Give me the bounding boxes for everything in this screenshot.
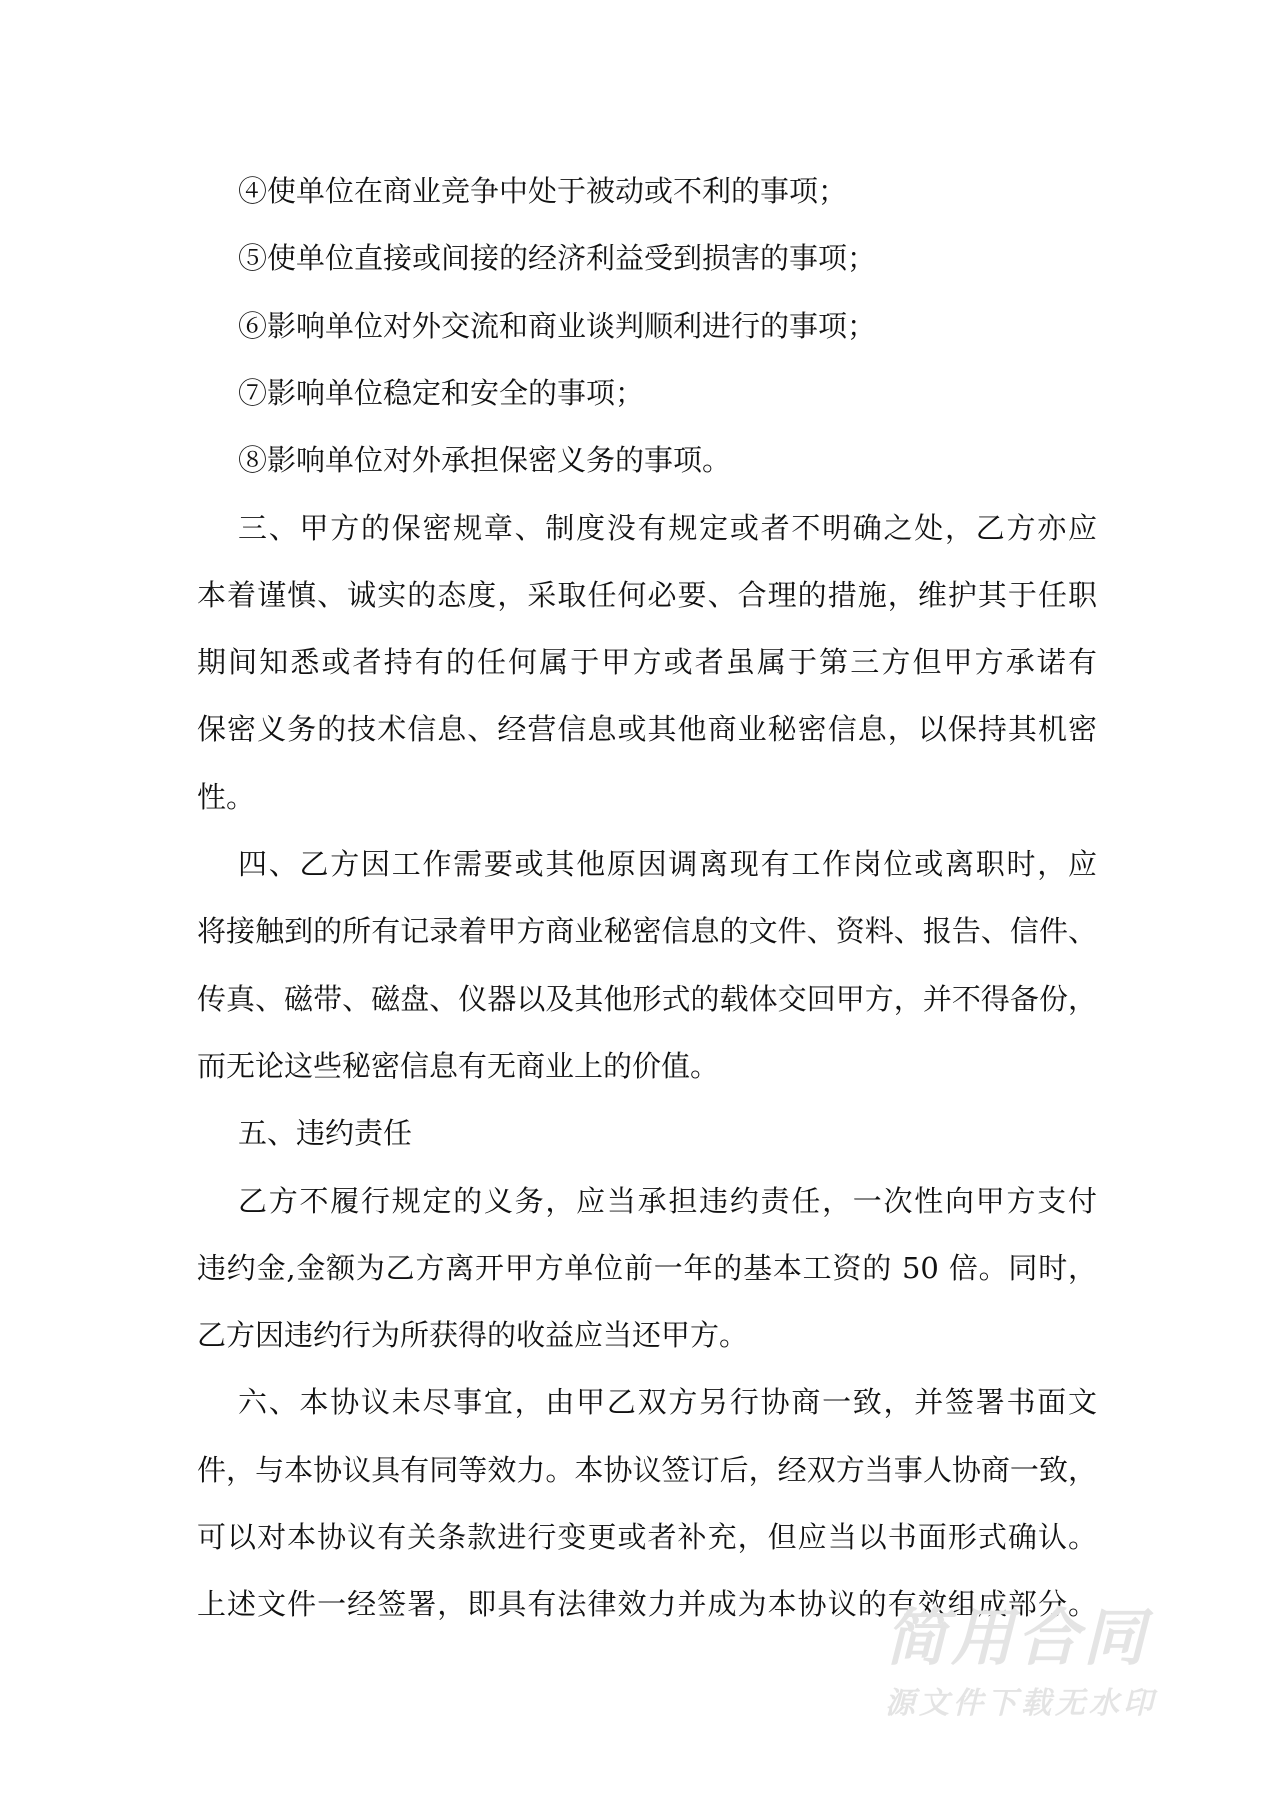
- text-line: 违约金,金额为乙方离开甲方单位前一年的基本工资的 50 倍。同时，: [197, 1250, 1097, 1285]
- text-line: 可以对本协议有关条款进行变更或者补充，但应当以书面形式确认。: [197, 1520, 1097, 1554]
- text-line: 而无论这些秘密信息有无商业上的价值。: [197, 1048, 720, 1083]
- text-line: 本着谨慎、诚实的态度，采取任何必要、合理的措施，维护其于任职: [197, 577, 1097, 612]
- text-line: ④使单位在商业竞争中处于被动或不利的事项；: [238, 174, 848, 208]
- text-line: 六、本协议未尽事宜，由甲乙双方另行协商一致，并签署书面文: [238, 1385, 1097, 1420]
- text-line: 性。: [197, 779, 256, 814]
- text-line: 四、乙方因工作需要或其他原因调离现有工作岗位或离职时，应: [238, 847, 1097, 881]
- text-line: ⑥影响单位对外交流和商业谈判顺利进行的事项；: [238, 308, 877, 343]
- text-line: 传真、磁带、磁盘、仪器以及其他形式的载体交回甲方，并不得备份，: [197, 981, 1097, 1016]
- text-line: 乙方因违约行为所获得的收益应当还甲方。: [197, 1318, 749, 1353]
- text-line: ⑦影响单位稳定和安全的事项；: [238, 375, 645, 410]
- watermark-subtitle: 源文件下载无水印: [885, 1686, 1157, 1721]
- watermark-title: 简用合同: [885, 1601, 1150, 1674]
- text-line: 将接触到的所有记录着甲方商业秘密信息的文件、资料、报告、信件、: [197, 914, 1097, 949]
- text-line: 保密义务的技术信息、经营信息或其他商业秘密信息，以保持其机密: [197, 712, 1097, 747]
- text-line: 件，与本协议具有同等效力。本协议签订后，经双方当事人协商一致，: [197, 1452, 1097, 1487]
- text-line: 期间知悉或者持有的任何属于甲方或者虽属于第三方但甲方承诺有: [197, 645, 1097, 680]
- text-line: 三、甲方的保密规章、制度没有规定或者不明确之处，乙方亦应: [238, 510, 1097, 545]
- text-line: 上述文件一经签署，即具有法律效力并成为本协议的有效组成部分。: [197, 1587, 1097, 1622]
- text-line: ⑧影响单位对外承担保密义务的事项。: [238, 443, 732, 478]
- text-line: ⑤使单位直接或间接的经济利益受到损害的事项；: [238, 241, 877, 276]
- text-line: 五、违约责任: [238, 1116, 413, 1151]
- text-line: 乙方不履行规定的义务，应当承担违约责任，一次性向甲方支付: [238, 1183, 1097, 1218]
